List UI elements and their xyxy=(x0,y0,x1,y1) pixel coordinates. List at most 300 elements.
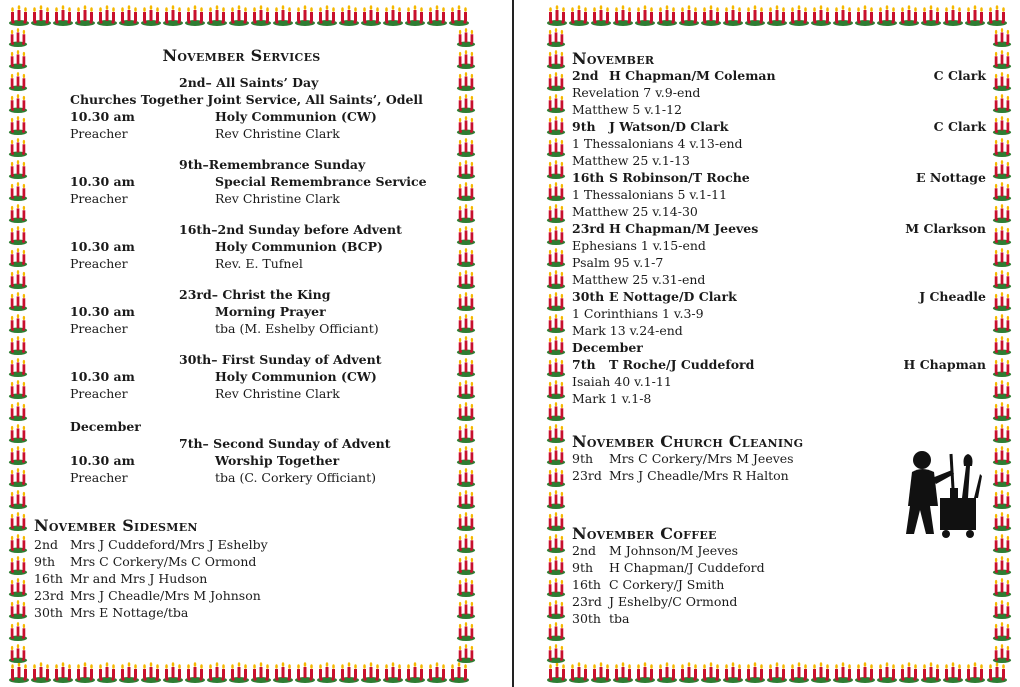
list-item xyxy=(34,536,454,553)
advent-candles-icon xyxy=(456,642,476,664)
advent-candles-icon xyxy=(140,661,162,683)
advent-candles-icon xyxy=(456,180,476,202)
sidesmen-heading: November Sidesmen xyxy=(34,516,198,535)
advent-candles-icon xyxy=(456,466,476,488)
advent-candles-icon xyxy=(456,532,476,554)
advent-candles-icon xyxy=(456,422,476,444)
reading-date: 9th xyxy=(572,119,596,134)
advent-candles-icon xyxy=(992,224,1012,246)
reading-date: 7th xyxy=(572,357,596,372)
preacher-label: Preacher xyxy=(70,191,128,206)
advent-candles-icon xyxy=(744,4,766,26)
sidesmen-list xyxy=(34,536,454,621)
advent-candles-icon xyxy=(546,92,566,114)
advent-candles-icon xyxy=(8,312,28,334)
advent-candles-icon xyxy=(992,136,1012,158)
advent-candles-icon xyxy=(992,598,1012,620)
advent-candles-icon xyxy=(992,180,1012,202)
service-time-row xyxy=(34,368,454,385)
advent-candles-icon xyxy=(8,224,28,246)
advent-candles-icon xyxy=(992,48,1012,70)
service-time-row xyxy=(34,173,454,190)
advent-candles-icon xyxy=(992,510,1012,532)
service-title: 9th–Remembrance Sunday xyxy=(179,157,366,172)
advent-candles-icon xyxy=(8,356,28,378)
advent-candles-icon xyxy=(546,642,566,664)
advent-candles-icon xyxy=(546,598,566,620)
advent-candles-icon xyxy=(456,378,476,400)
advent-candles-icon xyxy=(338,4,360,26)
preacher-label: Preacher xyxy=(70,126,128,141)
service-name: Worship Together xyxy=(215,453,340,468)
advent-candles-icon xyxy=(546,488,566,510)
list-date: 9th xyxy=(572,560,594,575)
advent-candles-icon xyxy=(184,4,206,26)
reading-readers: J Watson/D Clark xyxy=(609,119,729,134)
service-title: 16th–2nd Sunday before Advent xyxy=(179,222,402,237)
advent-candles-icon xyxy=(546,532,566,554)
advent-candles-icon xyxy=(992,422,1012,444)
advent-candles-icon xyxy=(992,26,1012,48)
advent-candles-icon xyxy=(546,114,566,136)
advent-candles-icon xyxy=(8,180,28,202)
advent-candles-icon xyxy=(96,4,118,26)
advent-candles-icon xyxy=(546,576,566,598)
advent-candles-icon xyxy=(8,334,28,356)
advent-candles-icon xyxy=(448,661,470,683)
advent-candles-icon xyxy=(206,661,228,683)
list-item xyxy=(34,587,454,604)
left-border-left xyxy=(8,26,28,664)
advent-candles-icon xyxy=(992,70,1012,92)
cleaning-heading: November Church Cleaning xyxy=(572,432,804,451)
service-name: Holy Communion (BCP) xyxy=(215,239,383,254)
list-item xyxy=(34,553,454,570)
advent-candles-icon xyxy=(456,246,476,268)
list-date: 16th xyxy=(34,571,63,586)
advent-candles-icon xyxy=(992,620,1012,642)
right-border-right xyxy=(992,26,1012,664)
advent-candles-icon xyxy=(992,576,1012,598)
advent-candles-icon xyxy=(546,180,566,202)
list-names: Mrs J Cheadle/Mrs M Johnson xyxy=(70,588,261,603)
service-block xyxy=(34,351,454,402)
coffee-section xyxy=(572,525,986,627)
advent-candles-icon xyxy=(8,4,30,26)
service-subtitle: Churches Together Joint Service, All Saints’, Odell xyxy=(70,92,423,107)
advent-candles-icon xyxy=(162,661,184,683)
service-time-row xyxy=(34,108,454,125)
sidesmen-section xyxy=(34,517,454,621)
readings-heading: November xyxy=(572,49,655,68)
readings-list xyxy=(572,67,986,339)
list-names: M Johnson/M Jeeves xyxy=(609,543,739,558)
reading-date: 30th xyxy=(572,289,605,304)
advent-candles-icon xyxy=(678,661,700,683)
advent-candles-icon xyxy=(546,510,566,532)
advent-candles-icon xyxy=(8,532,28,554)
advent-candles-icon xyxy=(546,620,566,642)
advent-candles-icon xyxy=(316,4,338,26)
advent-candles-icon xyxy=(456,114,476,136)
advent-candles-icon xyxy=(8,444,28,466)
advent-candles-icon xyxy=(448,4,470,26)
advent-candles-icon xyxy=(656,661,678,683)
advent-candles-icon xyxy=(992,268,1012,290)
reading-leader: C Clark xyxy=(933,119,986,134)
lesson-item: Matthew 25 v.1-13 xyxy=(572,153,690,168)
reading-row xyxy=(572,288,986,305)
advent-candles-icon xyxy=(612,661,634,683)
list-date: 9th xyxy=(34,554,56,569)
advent-candles-icon xyxy=(920,4,942,26)
list-names: Mrs C Corkery/Mrs M Jeeves xyxy=(609,451,794,466)
reading-leader: J Cheadle xyxy=(919,289,986,304)
preacher-name: tba (C. Corkery Officiant) xyxy=(215,470,376,485)
reading-date: 23rd xyxy=(572,221,605,236)
list-item xyxy=(572,559,986,576)
advent-candles-icon xyxy=(546,378,566,400)
advent-candles-icon xyxy=(30,4,52,26)
advent-candles-icon xyxy=(8,268,28,290)
advent-candles-icon xyxy=(992,114,1012,136)
preacher-name: Rev. E. Tufnel xyxy=(215,256,303,271)
reading-leader: M Clarkson xyxy=(905,221,986,236)
advent-candles-icon xyxy=(162,4,184,26)
preacher-row xyxy=(34,320,454,337)
list-names: Mrs C Corkery/Ms C Ormond xyxy=(70,554,257,569)
preacher-row xyxy=(34,125,454,142)
right-border-bottom xyxy=(546,661,1008,683)
advent-candles-icon xyxy=(546,422,566,444)
advent-candles-icon xyxy=(8,114,28,136)
advent-candles-icon xyxy=(590,4,612,26)
reading-row xyxy=(572,356,986,373)
advent-candles-icon xyxy=(382,4,404,26)
services-heading: November Services xyxy=(162,46,321,65)
advent-candles-icon xyxy=(612,4,634,26)
service-title: 2nd– All Saints’ Day xyxy=(179,75,319,90)
lesson-item: Revelation 7 v.9-end xyxy=(572,85,701,100)
advent-candles-icon xyxy=(140,4,162,26)
service-time-row xyxy=(34,452,454,469)
preacher-name: Rev Christine Clark xyxy=(215,386,340,401)
advent-candles-icon xyxy=(788,661,810,683)
advent-candles-icon xyxy=(992,158,1012,180)
advent-candles-icon xyxy=(992,444,1012,466)
advent-candles-icon xyxy=(52,4,74,26)
advent-candles-icon xyxy=(992,554,1012,576)
left-border-bottom xyxy=(8,661,470,683)
advent-candles-icon xyxy=(456,158,476,180)
december-readings xyxy=(572,339,986,407)
list-names: tba xyxy=(609,611,630,626)
advent-candles-icon xyxy=(992,246,1012,268)
advent-candles-icon xyxy=(360,4,382,26)
service-time: 10.30 am xyxy=(70,239,135,254)
advent-candles-icon xyxy=(992,532,1012,554)
advent-candles-icon xyxy=(456,224,476,246)
advent-candles-icon xyxy=(992,290,1012,312)
advent-candles-icon xyxy=(8,488,28,510)
advent-candles-icon xyxy=(810,4,832,26)
advent-candles-icon xyxy=(546,312,566,334)
advent-candles-icon xyxy=(184,661,206,683)
preacher-name: tba (M. Eshelby Officiant) xyxy=(215,321,379,336)
december-label: December xyxy=(70,419,141,434)
advent-candles-icon xyxy=(8,400,28,422)
advent-candles-icon xyxy=(456,290,476,312)
reading-row xyxy=(572,169,986,186)
reading-readers: H Chapman/M Jeeves xyxy=(609,221,759,236)
coffee-heading: November Coffee xyxy=(572,524,717,543)
advent-candles-icon xyxy=(74,4,96,26)
service-name: Morning Prayer xyxy=(215,304,326,319)
advent-candles-icon xyxy=(992,642,1012,664)
advent-candles-icon xyxy=(250,661,272,683)
advent-candles-icon xyxy=(992,92,1012,114)
advent-candles-icon xyxy=(700,661,722,683)
service-block xyxy=(34,74,454,142)
right-border-top xyxy=(546,4,1008,26)
advent-candles-icon xyxy=(546,70,566,92)
advent-candles-icon xyxy=(456,202,476,224)
left-border-top xyxy=(8,4,470,26)
advent-candles-icon xyxy=(456,26,476,48)
advent-candles-icon xyxy=(992,488,1012,510)
advent-candles-icon xyxy=(546,136,566,158)
reading-readers: S Robinson/T Roche xyxy=(609,170,750,185)
list-item xyxy=(34,604,454,621)
advent-candles-icon xyxy=(766,4,788,26)
advent-candles-icon xyxy=(810,661,832,683)
advent-candles-icon xyxy=(206,4,228,26)
advent-candles-icon xyxy=(456,70,476,92)
advent-candles-icon xyxy=(744,661,766,683)
advent-candles-icon xyxy=(546,554,566,576)
advent-candles-icon xyxy=(634,4,656,26)
advent-candles-icon xyxy=(456,576,476,598)
preacher-label: Preacher xyxy=(70,321,128,336)
advent-candles-icon xyxy=(546,268,566,290)
advent-candles-icon xyxy=(876,661,898,683)
advent-candles-icon xyxy=(456,92,476,114)
advent-candles-icon xyxy=(456,488,476,510)
advent-candles-icon xyxy=(634,661,656,683)
reading-leader: C Clark xyxy=(933,68,986,83)
advent-candles-icon xyxy=(546,356,566,378)
advent-candles-icon xyxy=(992,378,1012,400)
advent-candles-icon xyxy=(360,661,382,683)
advent-candles-icon xyxy=(722,4,744,26)
advent-candles-icon xyxy=(898,661,920,683)
advent-candles-icon xyxy=(546,158,566,180)
left-border-right xyxy=(456,26,476,664)
advent-candles-icon xyxy=(456,620,476,642)
advent-candles-icon xyxy=(700,4,722,26)
reading-leader: E Nottage xyxy=(916,170,986,185)
list-item xyxy=(34,570,454,587)
advent-candles-icon xyxy=(876,4,898,26)
advent-candles-icon xyxy=(118,4,140,26)
coffee-list xyxy=(572,542,986,627)
services-list xyxy=(34,74,454,402)
advent-candles-icon xyxy=(832,4,854,26)
lesson-item: Mark 1 v.1-8 xyxy=(572,391,652,406)
list-item xyxy=(572,576,986,593)
service-title: 7th– Second Sunday of Advent xyxy=(179,436,391,451)
advent-candles-icon xyxy=(456,510,476,532)
service-time-row xyxy=(34,303,454,320)
advent-candles-icon xyxy=(456,598,476,620)
preacher-row xyxy=(34,469,454,486)
preacher-row xyxy=(34,385,454,402)
advent-candles-icon xyxy=(546,290,566,312)
list-names: H Chapman/J Cuddeford xyxy=(609,560,765,575)
lesson-item: Isaiah 40 v.1-11 xyxy=(572,374,672,389)
advent-candles-icon xyxy=(546,400,566,422)
list-names: C Corkery/J Smith xyxy=(609,577,725,592)
advent-candles-icon xyxy=(272,661,294,683)
advent-candles-icon xyxy=(8,92,28,114)
advent-candles-icon xyxy=(456,48,476,70)
advent-candles-icon xyxy=(404,4,426,26)
advent-candles-icon xyxy=(546,224,566,246)
advent-candles-icon xyxy=(8,70,28,92)
advent-candles-icon xyxy=(546,466,566,488)
advent-candles-icon xyxy=(456,268,476,290)
lesson-item: 1 Corinthians 1 v.3-9 xyxy=(572,306,704,321)
advent-candles-icon xyxy=(8,378,28,400)
advent-candles-icon xyxy=(546,444,566,466)
advent-candles-icon xyxy=(568,4,590,26)
advent-candles-icon xyxy=(766,661,788,683)
december-services xyxy=(34,418,454,486)
service-time: 10.30 am xyxy=(70,174,135,189)
preacher-name: Rev Christine Clark xyxy=(215,191,340,206)
left-content xyxy=(34,47,454,500)
list-date: 16th xyxy=(572,577,601,592)
advent-candles-icon xyxy=(568,661,590,683)
advent-candles-icon xyxy=(992,400,1012,422)
list-names: Mrs J Cheadle/Mrs R Halton xyxy=(609,468,789,483)
service-time: 10.30 am xyxy=(70,453,135,468)
advent-candles-icon xyxy=(96,661,118,683)
advent-candles-icon xyxy=(678,4,700,26)
service-time-row xyxy=(34,238,454,255)
service-title: 23rd– Christ the King xyxy=(179,287,331,302)
preacher-label: Preacher xyxy=(70,256,128,271)
list-date: 30th xyxy=(572,611,601,626)
advent-candles-icon xyxy=(920,661,942,683)
advent-candles-icon xyxy=(382,661,404,683)
advent-candles-icon xyxy=(992,356,1012,378)
advent-candles-icon xyxy=(986,4,1008,26)
service-name: Holy Communion (CW) xyxy=(215,369,377,384)
lesson-item: 1 Thessalonians 4 v.13-end xyxy=(572,136,743,151)
advent-candles-icon xyxy=(426,661,448,683)
list-names: Mrs E Nottage/tba xyxy=(70,605,189,620)
right-border-left xyxy=(546,26,566,664)
list-names: Mr and Mrs J Hudson xyxy=(70,571,208,586)
lesson-item: Matthew 5 v.1-12 xyxy=(572,102,682,117)
reading-readers: H Chapman/M Coleman xyxy=(609,68,776,83)
advent-candles-icon xyxy=(118,661,140,683)
reading-row xyxy=(572,118,986,135)
advent-candles-icon xyxy=(8,466,28,488)
service-time: 10.30 am xyxy=(70,369,135,384)
advent-candles-icon xyxy=(986,661,1008,683)
advent-candles-icon xyxy=(992,202,1012,224)
advent-candles-icon xyxy=(854,661,876,683)
advent-candles-icon xyxy=(788,4,810,26)
advent-candles-icon xyxy=(8,510,28,532)
advent-candles-icon xyxy=(456,554,476,576)
advent-candles-icon xyxy=(294,4,316,26)
advent-candles-icon xyxy=(942,4,964,26)
service-block xyxy=(34,286,454,337)
advent-candles-icon xyxy=(8,246,28,268)
advent-candles-icon xyxy=(546,334,566,356)
lesson-item: Ephesians 1 v.15-end xyxy=(572,238,706,253)
reading-readers: E Nottage/D Clark xyxy=(609,289,737,304)
advent-candles-icon xyxy=(8,576,28,598)
advent-candles-icon xyxy=(656,4,678,26)
lesson-item: Psalm 95 v.1-7 xyxy=(572,255,664,270)
list-date: 2nd xyxy=(34,537,59,552)
list-names: J Eshelby/C Ormond xyxy=(609,594,738,609)
advent-candles-icon xyxy=(992,334,1012,356)
advent-candles-icon xyxy=(832,661,854,683)
advent-candles-icon xyxy=(546,26,566,48)
preacher-row xyxy=(34,190,454,207)
advent-candles-icon xyxy=(272,4,294,26)
advent-candles-icon xyxy=(854,4,876,26)
reading-row xyxy=(572,67,986,84)
advent-candles-icon xyxy=(8,642,28,664)
list-names: Mrs J Cuddeford/Mrs J Eshelby xyxy=(70,537,268,552)
advent-candles-icon xyxy=(546,4,568,26)
advent-candles-icon xyxy=(228,4,250,26)
advent-candles-icon xyxy=(964,661,986,683)
list-date: 9th xyxy=(572,451,594,466)
lesson-item: Matthew 25 v.14-30 xyxy=(572,204,698,219)
list-date: 2nd xyxy=(572,543,597,558)
advent-candles-icon xyxy=(30,661,52,683)
service-block xyxy=(34,435,454,486)
advent-candles-icon xyxy=(8,136,28,158)
service-time: 10.30 am xyxy=(70,304,135,319)
reading-row xyxy=(572,220,986,237)
preacher-name: Rev Christine Clark xyxy=(215,126,340,141)
advent-candles-icon xyxy=(316,661,338,683)
advent-candles-icon xyxy=(8,554,28,576)
advent-candles-icon xyxy=(722,661,744,683)
service-block xyxy=(34,221,454,272)
preacher-row xyxy=(34,255,454,272)
preacher-label: Preacher xyxy=(70,470,128,485)
list-item xyxy=(572,593,986,610)
service-name: Holy Communion (CW) xyxy=(215,109,377,124)
advent-candles-icon xyxy=(8,290,28,312)
list-item xyxy=(572,610,986,627)
reading-date: 16th xyxy=(572,170,605,185)
advent-candles-icon xyxy=(8,422,28,444)
advent-candles-icon xyxy=(8,620,28,642)
advent-candles-icon xyxy=(590,661,612,683)
advent-candles-icon xyxy=(456,356,476,378)
advent-candles-icon xyxy=(294,661,316,683)
